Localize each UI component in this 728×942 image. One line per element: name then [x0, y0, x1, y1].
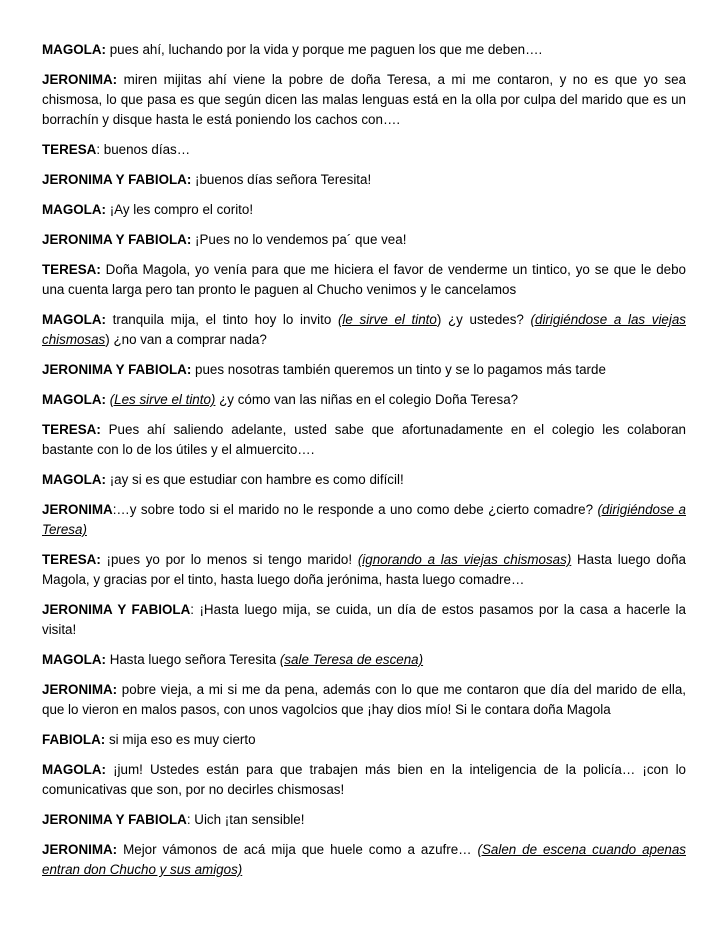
dialogue-text: ¡Pues no lo vendemos pa´ que vea! [191, 232, 407, 247]
dialogue-paragraph [42, 810, 686, 830]
speaker-name: TERESA: [42, 422, 101, 437]
speaker-name: JERONIMA: [42, 682, 118, 697]
dialogue-text: miren mijitas ahí viene la pobre de doña Teresa, a mi me contaron, y no es que yo sea chismosa, lo que pasa es que según dicen las malas lenguas está en la olla por culpa del marido que es un borrachín y disque hasta le está poniendo los cachos con…. [42, 72, 686, 127]
speaker-name: MAGOLA: [42, 202, 106, 217]
dialogue-text: si mija eso es muy cierto [105, 732, 256, 747]
speaker-name: MAGOLA: [42, 762, 106, 777]
dialogue-paragraph [42, 70, 686, 130]
dialogue-text: Mejor vámonos de acá mija que huele como a azufre… [117, 842, 478, 857]
dialogue-paragraph [42, 420, 686, 460]
speaker-name: MAGOLA: [42, 392, 106, 407]
stage-direction: (ignorando a las viejas chismosas) [357, 552, 572, 567]
dialogue-paragraph [42, 230, 686, 250]
dialogue-text: ¡buenos días señora Teresita! [191, 172, 372, 187]
dialogue-paragraph [42, 840, 686, 880]
dialogue-text: Pues ahí saliendo adelante, usted sabe que afortunadamente en el colegio les colaboran bastante con lo de los útiles y el almuercito…. [42, 422, 686, 457]
dialogue-text: ¡pues yo por lo menos si tengo marido! [100, 552, 358, 567]
dialogue-paragraph [42, 760, 686, 800]
speaker-name: JERONIMA Y FABIOLA [42, 812, 187, 827]
script-page [42, 40, 686, 890]
dialogue-paragraph [42, 140, 686, 160]
speaker-name: MAGOLA: [42, 42, 106, 57]
speaker-name: JERONIMA Y FABIOLA: [42, 362, 192, 377]
speaker-name: TERESA: [42, 552, 101, 567]
dialogue-paragraph [42, 390, 686, 410]
dialogue-paragraph [42, 550, 686, 590]
dialogue-text: ¡ay si es que estudiar con hambre es como difícil! [105, 472, 404, 487]
stage-direction: (Salen de escena cuando apenas entran don Chucho y sus amigos) [42, 842, 686, 877]
dialogue-paragraph [42, 470, 686, 490]
speaker-name: MAGOLA: [42, 652, 106, 667]
dialogue-paragraph [42, 360, 686, 380]
stage-direction: (dirigiéndose a las viejas chismosas [42, 312, 687, 347]
dialogue-text: Hasta luego doña Magola, y gracias por el tinto, hasta luego doña jerónima, hasta luego comadre… [42, 552, 687, 587]
dialogue-text: pues nosotras también queremos un tinto y se lo pagamos más tarde [191, 362, 606, 377]
dialogue-paragraph [42, 680, 686, 720]
dialogue-text: Doña Magola, yo venía para que me hiciera el favor de venderme un tintico, yo se que le debo una cuenta larga pero tan pronto le paguen al Chucho venimos y le cancelamos [42, 262, 686, 297]
dialogue-paragraph [42, 500, 686, 540]
dialogue-text: pues ahí, luchando por la vida y porque me paguen los que me deben…. [105, 42, 543, 57]
stage-direction: (dirigiéndose a Teresa) [42, 502, 686, 537]
dialogue-paragraph [42, 170, 686, 190]
dialogue-text: ) ¿y ustedes? [436, 312, 531, 327]
speaker-name: JERONIMA Y FABIOLA: [42, 172, 192, 187]
dialogue-paragraph [42, 200, 686, 220]
speaker-name: MAGOLA: [42, 312, 106, 327]
speaker-name: JERONIMA [42, 502, 113, 517]
dialogue-text: ¿y cómo van las niñas en el colegio Doña Teresa? [215, 392, 519, 407]
dialogue-text: ¡Ay les compro el corito! [105, 202, 254, 217]
dialogue-text: ) ¿no van a comprar nada? [105, 332, 267, 347]
dialogue-text: :…y sobre todo si el marido no le responde a uno como debe ¿cierto comadre? [112, 502, 598, 517]
dialogue-text: : Uich ¡tan sensible! [186, 812, 305, 827]
speaker-name: JERONIMA Y FABIOLA: [42, 232, 192, 247]
speaker-name: TERESA: [42, 262, 101, 277]
speaker-name: JERONIMA Y FABIOLA [42, 602, 191, 617]
stage-direction: (Les sirve el tinto) [109, 392, 216, 407]
stage-direction: (sale Teresa de escena) [279, 652, 424, 667]
speaker-name: JERONIMA: [42, 842, 118, 857]
speaker-name: TERESA [42, 142, 97, 157]
dialogue-text: tranquila mija, el tinto hoy lo invito [105, 312, 338, 327]
dialogue-text: : ¡Hasta luego mija, se cuida, un día de estos pasamos por la casa a hacerle la visita! [42, 602, 686, 637]
dialogue-text: ¡jum! Ustedes están para que trabajen más bien en la inteligencia de la policía… ¡con lo comunicativas que son, por no decirles chismosas! [42, 762, 686, 797]
speaker-name: JERONIMA: [42, 72, 118, 87]
dialogue-text: pobre vieja, a mi si me da pena, además con lo que me contaron que día del marido de ella, que lo vieron en malos pasos, con unos vagolcios que ¡hay dios mío! Si le contara doña Magola [42, 682, 686, 717]
dialogue-text: : buenos días… [96, 142, 191, 157]
speaker-name: MAGOLA: [42, 472, 106, 487]
stage-direction: (le sirve el tinto [337, 312, 437, 327]
dialogue-paragraph [42, 650, 686, 670]
dialogue-paragraph [42, 40, 686, 60]
speaker-name: FABIOLA: [42, 732, 106, 747]
dialogue-paragraph [42, 730, 686, 750]
dialogue-paragraph [42, 600, 686, 640]
dialogue-paragraph [42, 260, 686, 300]
dialogue-paragraph [42, 310, 686, 350]
dialogue-text: Hasta luego señora Teresita [105, 652, 280, 667]
